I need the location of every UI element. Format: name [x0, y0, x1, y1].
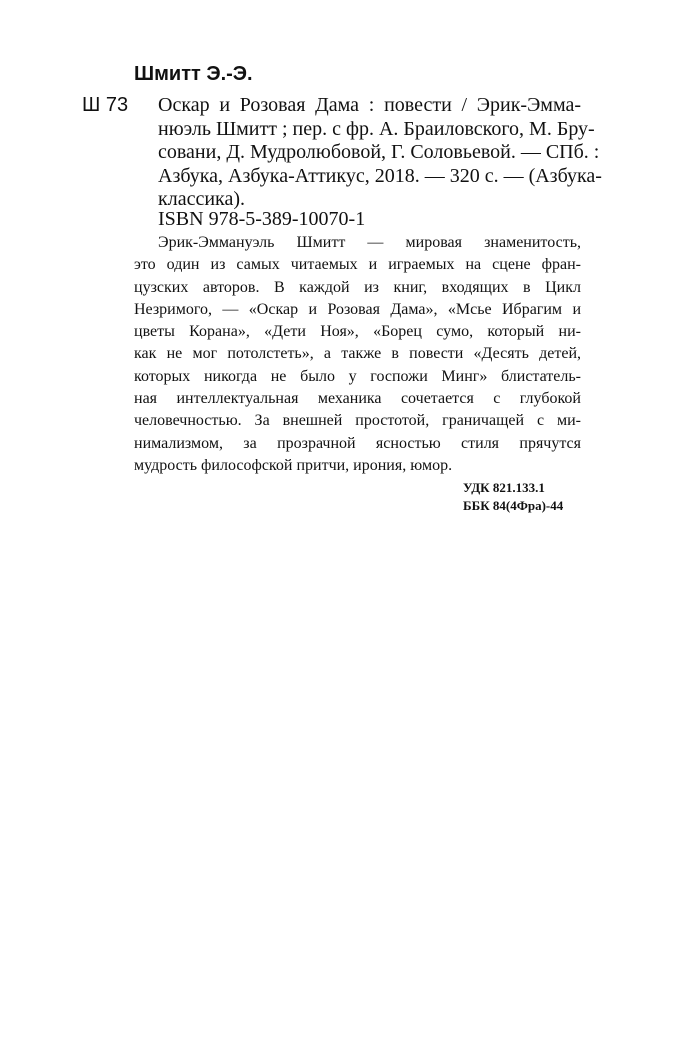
- annotation-line: нимализмом, за прозрачной ясностью стиля прячутся: [134, 434, 581, 452]
- annotation-line: Незримого, — «Оскар и Розовая Дама», «Мсье Ибрагим и: [134, 300, 581, 318]
- shelf-mark: Ш 73: [82, 94, 129, 116]
- annotation-line: человечностью. За внешней простотой, граничащей с ми-: [134, 412, 581, 430]
- bibliographic-description: [158, 94, 602, 212]
- annotation-line: Эрик-Эммануэль Шмитт — мировая знаменитость,: [158, 234, 581, 251]
- annotation-line: цветы Корана», «Дети Ноя», «Борец сумо, который ни-: [134, 323, 581, 341]
- bibliographic-line: классика).: [158, 188, 245, 210]
- author-heading: Шмитт Э.-Э.: [134, 63, 253, 85]
- annotation-line: как не мог потолстеть», а также в повести «Десять детей,: [134, 345, 581, 363]
- annotation-line: это один из самых читаемых и играемых на сцене фран-: [134, 256, 581, 274]
- annotation-line: которых никогда не было у госпожи Минг» блистатель-: [134, 367, 581, 385]
- annotation-line: цузских авторов. В каждой из книг, входящих в Цикл: [134, 278, 581, 296]
- annotation-line: мудрость философской притчи, ирония, юмор.: [134, 456, 453, 474]
- annotation-line: ная интеллектуальная механика сочетается с глубокой: [134, 390, 581, 408]
- annotation: [134, 232, 581, 477]
- classification-codes: [463, 479, 581, 515]
- bibliographic-line: нюэль Шмитт ; пер. с фр. А. Браиловского, М. Бру-: [158, 117, 595, 140]
- udk-code: УДК 821.133.1: [463, 480, 545, 495]
- bibliographic-line: совани, Д. Мудролюбовой, Г. Соловьевой. — СПб. :: [158, 141, 600, 163]
- isbn: ISBN 978-5-389-10070-1: [158, 208, 366, 230]
- bibliographic-line: Оскар и Розовая Дама : повести / Эрик-Эмма-: [158, 94, 581, 116]
- bbk-code: ББК 84(4Фра)-44: [463, 498, 564, 513]
- bibliographic-line: Азбука, Азбука-Аттикус, 2018. — 320 с. — (Азбука-: [158, 164, 602, 187]
